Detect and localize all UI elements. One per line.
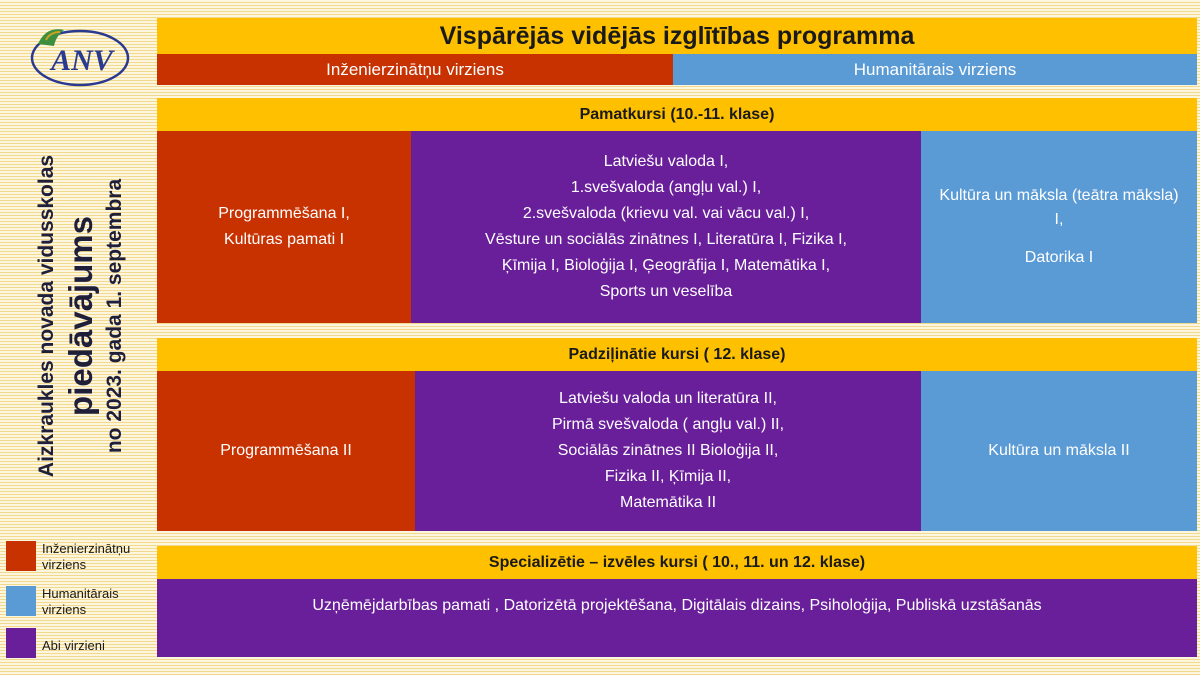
course-line: Sports un veselība: [599, 283, 733, 300]
svg-text:ANV: ANV: [51, 44, 113, 77]
legend-label-humanities: Humanitārais virziens: [42, 586, 119, 617]
course-line: 2.svešvaloda (krievu val. vai vācu val.) I,: [522, 205, 810, 222]
course-line: Matemātika II: [619, 494, 717, 511]
logo-emblem-icon: [28, 18, 132, 90]
course-line: Latviešu valoda un literatūra II,: [559, 390, 777, 407]
base-courses-engineering: [157, 131, 411, 323]
program-title: Vispārējās vidējās izglītības programma: [157, 18, 1197, 54]
base-courses-both: [411, 131, 921, 323]
advanced-courses-heading: Padziļinātie kursi ( 12. klase): [157, 338, 1197, 371]
legend-swatch-both: [6, 628, 36, 658]
offer-title: [12, 100, 150, 532]
course-line: Programmēšana II: [220, 442, 352, 459]
course-line: Programmēšana I,: [218, 205, 350, 222]
direction-engineering: Inženierzinātņu virziens: [157, 54, 673, 85]
legend-label-engineering: Inženierzinātņu virziens: [42, 541, 131, 572]
course-line: Kultūras pamati I: [223, 231, 345, 248]
course-line: Vēsture un sociālās zinātnes I, Literatūra I, Fizika I,: [485, 231, 847, 248]
course-line: Datorika I: [1024, 249, 1094, 266]
base-courses-heading: Pamatkursi (10.-11. klase): [157, 98, 1197, 131]
legend-swatch-humanities: [6, 586, 36, 616]
course-line: Pirmā svešvaloda ( angļu val.) II,: [551, 416, 785, 433]
advanced-courses-both: [415, 371, 921, 531]
direction-humanities: Humanitārais virziens: [673, 54, 1197, 85]
advanced-courses-humanities: [921, 371, 1197, 531]
course-line: Kultūra un māksla II: [988, 442, 1130, 459]
legend-label-both: Abi virzieni: [42, 638, 105, 653]
course-line: Ķīmija I, Bioloģija I, Ģeogrāfija I, Matemātika I,: [501, 257, 831, 274]
school-logo: [28, 18, 132, 90]
course-line: 1.svešvaloda (angļu val.) I,: [570, 179, 762, 196]
advanced-courses-engineering: [157, 371, 415, 531]
base-courses-humanities: [921, 131, 1197, 323]
offer-date: no 2023. gada 1. septembra: [103, 178, 126, 454]
specialized-courses-heading: Specializētie – izvēles kursi ( 10., 11. un 12. klase): [157, 546, 1197, 579]
course-line: Latviešu valoda I,: [603, 153, 729, 170]
course-line: Fizika II, Ķīmija II,: [604, 468, 732, 485]
school-name: Aizkraukles novada vidusskolas: [35, 154, 58, 478]
legend-swatch-engineering: [6, 541, 36, 571]
course-line: Kultūra un māksla (teātra māksla) I,: [939, 187, 1179, 228]
offer-heading: piedāvājums: [62, 216, 99, 416]
course-line: Sociālās zinātnes II Bioloģija II,: [557, 442, 779, 459]
specialized-courses-list: Uzņēmējdarbības pamati , Datorizētā projektēšana, Digitālais dizains, Psiholoģija, Publiskā uzstāšanās: [157, 579, 1197, 657]
